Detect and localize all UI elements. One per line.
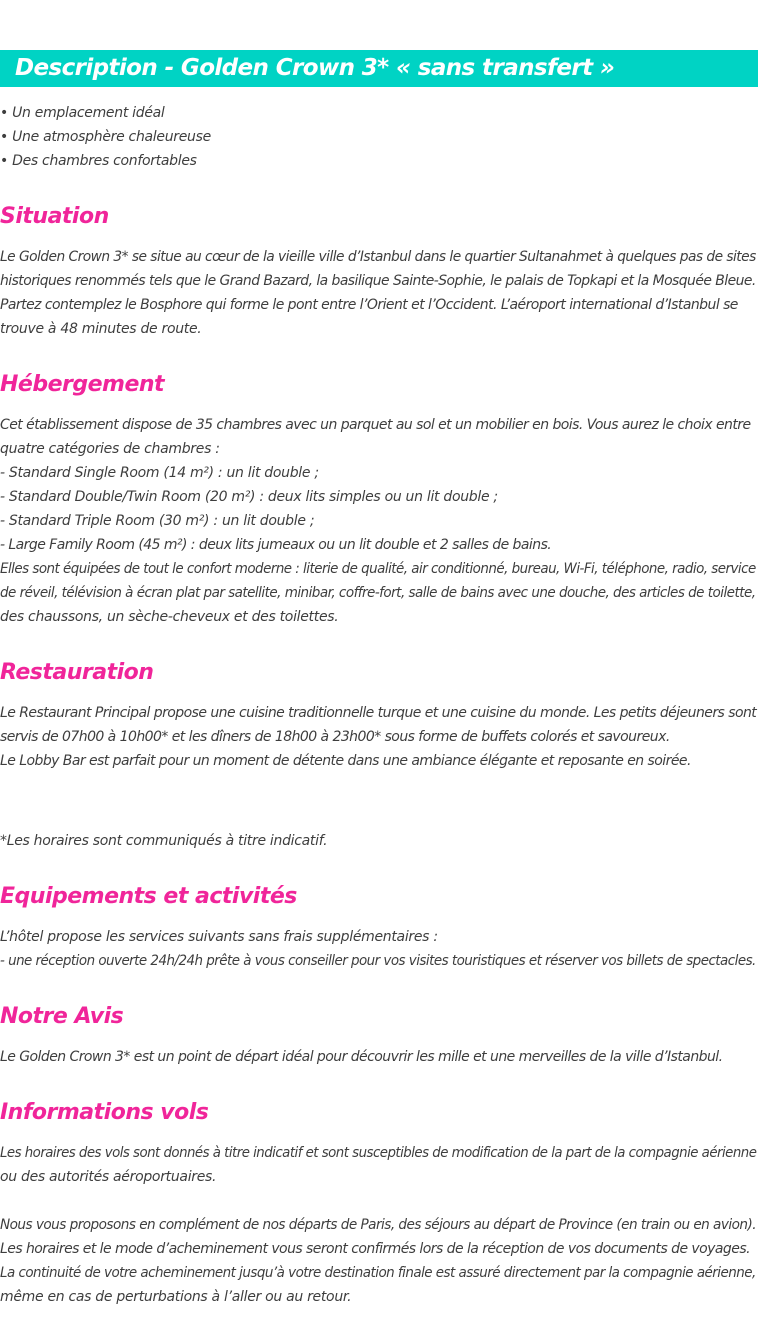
paragraph-line: Cet établissement dispose de 35 chambres avec un parquet au sol et un mobilier en bois. Vous aurez le choix entre bbox=[0, 417, 751, 433]
paragraph-line: Elles sont équipées de tout le confort moderne : literie de qualité, air conditionné, bureau, Wi-Fi, téléphone, radio, service bbox=[0, 561, 756, 577]
highlight-item: • Un emplacement idéal bbox=[0, 105, 165, 121]
room-type-line: - Large Family Room (45 m²) : deux lits jumeaux ou un lit double et 2 salles de bains. bbox=[0, 537, 552, 553]
room-type-line: - Standard Double/Twin Room (20 m²) : deux lits simples ou un lit double ; bbox=[0, 489, 498, 505]
page-title: Description - Golden Crown 3* « sans transfert » bbox=[15, 55, 615, 81]
highlight-item: • Des chambres confortables bbox=[0, 153, 197, 169]
paragraph-line: des chaussons, un sèche-cheveux et des toilettes. bbox=[0, 609, 339, 625]
paragraph-line: Le Lobby Bar est parfait pour un moment de détente dans une ambiance élégante et reposante en soirée. bbox=[0, 753, 691, 769]
room-type-line: - Standard Triple Room (30 m²) : un lit double ; bbox=[0, 513, 315, 529]
section-heading: Restauration bbox=[0, 660, 154, 685]
paragraph-line: Nous vous proposons en complément de nos départs de Paris, des séjours au départ de Province (en train ou en avion). bbox=[0, 1217, 757, 1233]
paragraph-line: Les horaires des vols sont donnés à titre indicatif et sont susceptibles de modification de la part de la compagnie aérienne bbox=[0, 1145, 757, 1161]
section-heading: Equipements et activités bbox=[0, 884, 297, 909]
section-heading: Notre Avis bbox=[0, 1004, 124, 1029]
paragraph-line: de réveil, télévision à écran plat par satellite, minibar, coffre-fort, salle de bains avec une douche, des articles de toilette, bbox=[0, 585, 756, 601]
room-type-line: - Standard Single Room (14 m²) : un lit double ; bbox=[0, 465, 319, 481]
paragraph-line: Les horaires et le mode d’acheminement vous seront confirmés lors de la réception de vos documents de voyages. bbox=[0, 1241, 750, 1257]
paragraph-line: L’hôtel propose les services suivants sans frais supplémentaires : bbox=[0, 929, 438, 945]
section-heading: Situation bbox=[0, 204, 109, 229]
paragraph-line: ou des autorités aéroportuaires. bbox=[0, 1169, 217, 1185]
title-banner bbox=[0, 50, 758, 87]
paragraph-line: historiques renommés tels que le Grand Bazard, la basilique Sainte-Sophie, le palais de Topkapi et la Mosquée Bleue. bbox=[0, 273, 756, 289]
footnote: *Les horaires sont communiqués à titre indicatif. bbox=[0, 833, 328, 849]
section-heading: Hébergement bbox=[0, 372, 165, 397]
paragraph-line: Le Golden Crown 3* est un point de départ idéal pour découvrir les mille et une merveilles de la ville d’Istanbul. bbox=[0, 1049, 723, 1065]
paragraph-line: Le Golden Crown 3* se situe au cœur de la vieille ville d’Istanbul dans le quartier Sultanahmet à quelques pas de sites bbox=[0, 249, 756, 265]
section-heading: Informations vols bbox=[0, 1100, 209, 1125]
paragraph-line: trouve à 48 minutes de route. bbox=[0, 321, 202, 337]
paragraph-line: - une réception ouverte 24h/24h prête à vous conseiller pour vos visites touristiques et réserver vos billets de spectacles. bbox=[0, 953, 756, 969]
paragraph-line: La continuité de votre acheminement jusqu’à votre destination finale est assuré directement par la compagnie aérienne, bbox=[0, 1265, 756, 1281]
paragraph-line: quatre catégories de chambres : bbox=[0, 441, 220, 457]
paragraph-line: Le Restaurant Principal propose une cuisine traditionnelle turque et une cuisine du monde. Les petits déjeuners sont bbox=[0, 705, 757, 721]
highlight-item: • Une atmosphère chaleureuse bbox=[0, 129, 211, 145]
paragraph-line: Partez contemplez le Bosphore qui forme le pont entre l’Orient et l’Occident. L’aéroport international d’Istanbul se bbox=[0, 297, 738, 313]
paragraph-line: même en cas de perturbations à l’aller ou au retour. bbox=[0, 1289, 352, 1305]
paragraph-line: servis de 07h00 à 10h00* et les dîners de 18h00 à 23h00* sous forme de buffets colorés et savoureux. bbox=[0, 729, 670, 745]
